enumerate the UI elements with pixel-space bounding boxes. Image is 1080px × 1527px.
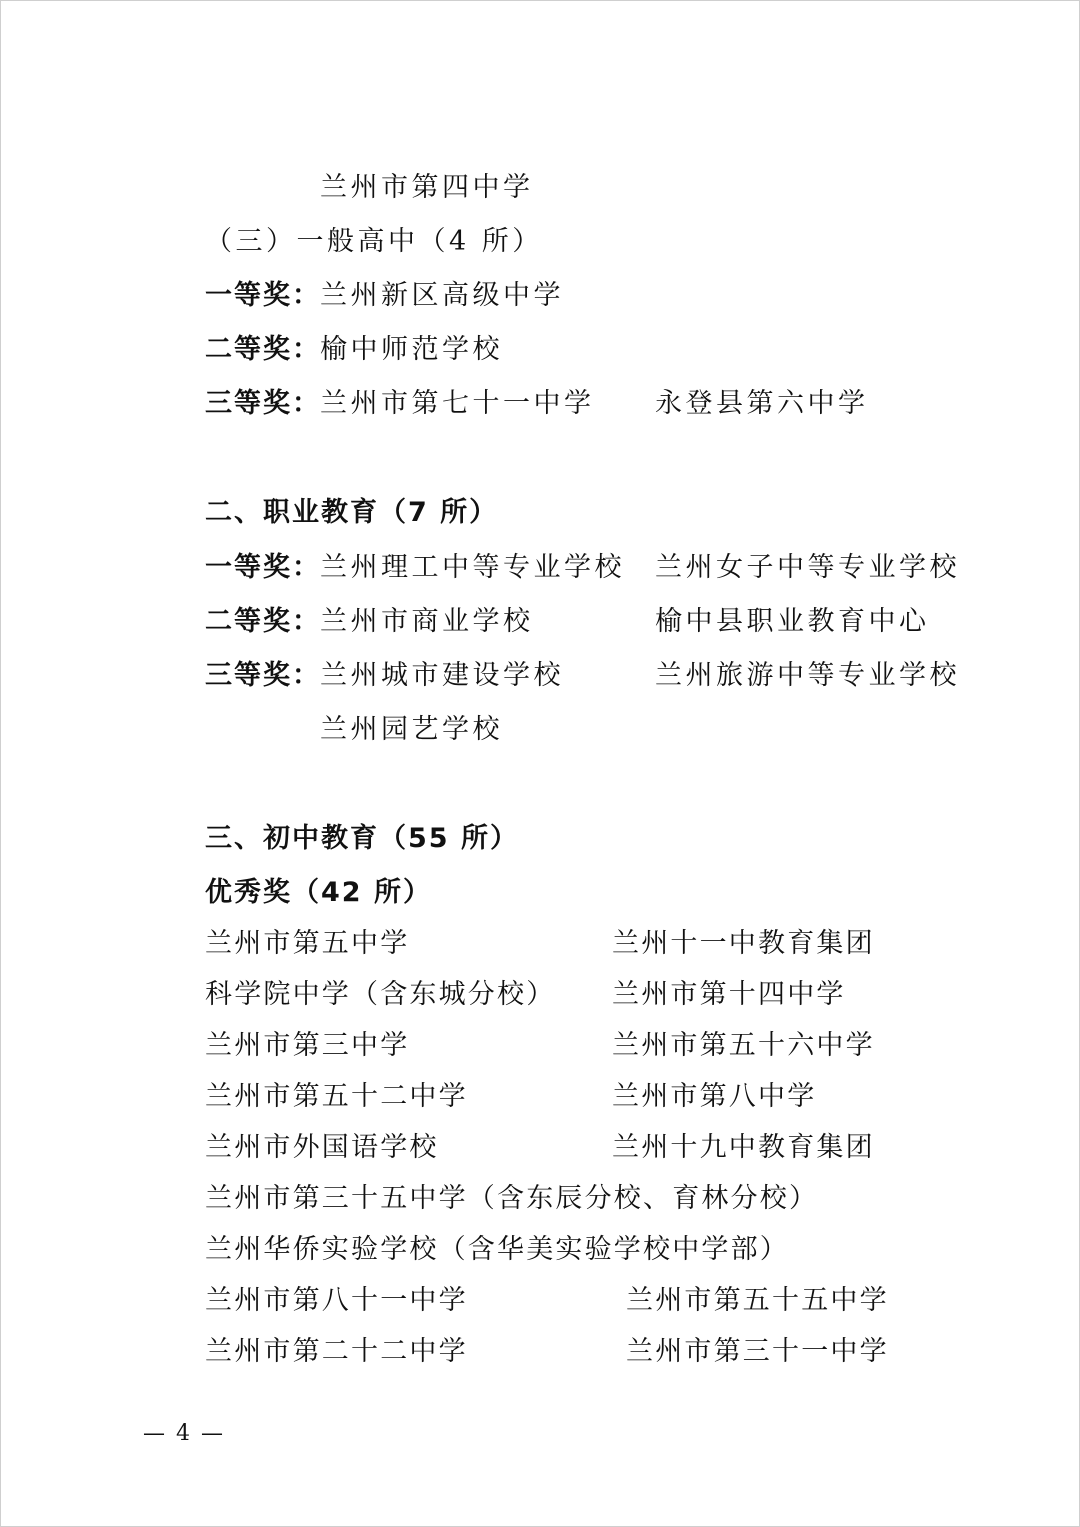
- school-name: 兰州市第七十一中学: [320, 388, 595, 419]
- school-name: 兰州市外国语学校: [205, 1132, 439, 1163]
- school-name: 兰州市第二十二中学: [205, 1336, 468, 1367]
- school-name: 兰州十一中教育集团: [612, 928, 875, 959]
- award-label-first: 一等奖：: [205, 280, 321, 311]
- school-name: 兰州园艺学校: [320, 714, 503, 745]
- award-label-third: 三等奖：: [205, 660, 321, 691]
- continued-school: 兰州市第四中学: [320, 172, 534, 203]
- school-name: 兰州女子中等专业学校: [655, 552, 960, 583]
- vocational-heading: 二、职业教育（7 所）: [205, 497, 499, 528]
- school-name: 兰州市第五十五中学: [626, 1285, 889, 1316]
- page-number: — 4 —: [143, 1421, 225, 1446]
- school-name: 兰州理工中等专业学校: [320, 552, 625, 583]
- school-name: 兰州市商业学校: [320, 606, 534, 637]
- school-name: 兰州旅游中等专业学校: [655, 660, 960, 691]
- school-name: 榆中县职业教育中心: [655, 606, 930, 637]
- general-high-heading: （三）一般高中（4 所）: [205, 226, 543, 257]
- school-name: 兰州华侨实验学校（含华美实验学校中学部）: [205, 1234, 789, 1265]
- school-name: 兰州市第三十五中学（含东辰分校、育林分校）: [205, 1183, 819, 1214]
- school-name: 兰州市第八中学: [612, 1081, 817, 1112]
- school-name: 榆中师范学校: [320, 334, 503, 365]
- school-name: 兰州市第十四中学: [612, 979, 846, 1010]
- school-name: 兰州市第八十一中学: [205, 1285, 468, 1316]
- excellent-award-heading: 优秀奖（42 所）: [205, 877, 432, 908]
- school-name: 科学院中学（含东城分校）: [205, 979, 556, 1010]
- school-name: 兰州城市建设学校: [320, 660, 564, 691]
- award-label-first: 一等奖：: [205, 552, 321, 583]
- school-name: 永登县第六中学: [655, 388, 869, 419]
- school-name: 兰州市第五十二中学: [205, 1081, 468, 1112]
- school-name: 兰州市第三十一中学: [626, 1336, 889, 1367]
- school-name: 兰州十九中教育集团: [612, 1132, 875, 1163]
- award-label-second: 二等奖：: [205, 606, 321, 637]
- school-name: 兰州市第五十六中学: [612, 1030, 875, 1061]
- junior-heading: 三、初中教育（55 所）: [205, 823, 519, 854]
- school-name: 兰州新区高级中学: [320, 280, 564, 311]
- award-label-third: 三等奖：: [205, 388, 321, 419]
- school-name: 兰州市第三中学: [205, 1030, 410, 1061]
- school-name: 兰州市第五中学: [205, 928, 410, 959]
- award-label-second: 二等奖：: [205, 334, 321, 365]
